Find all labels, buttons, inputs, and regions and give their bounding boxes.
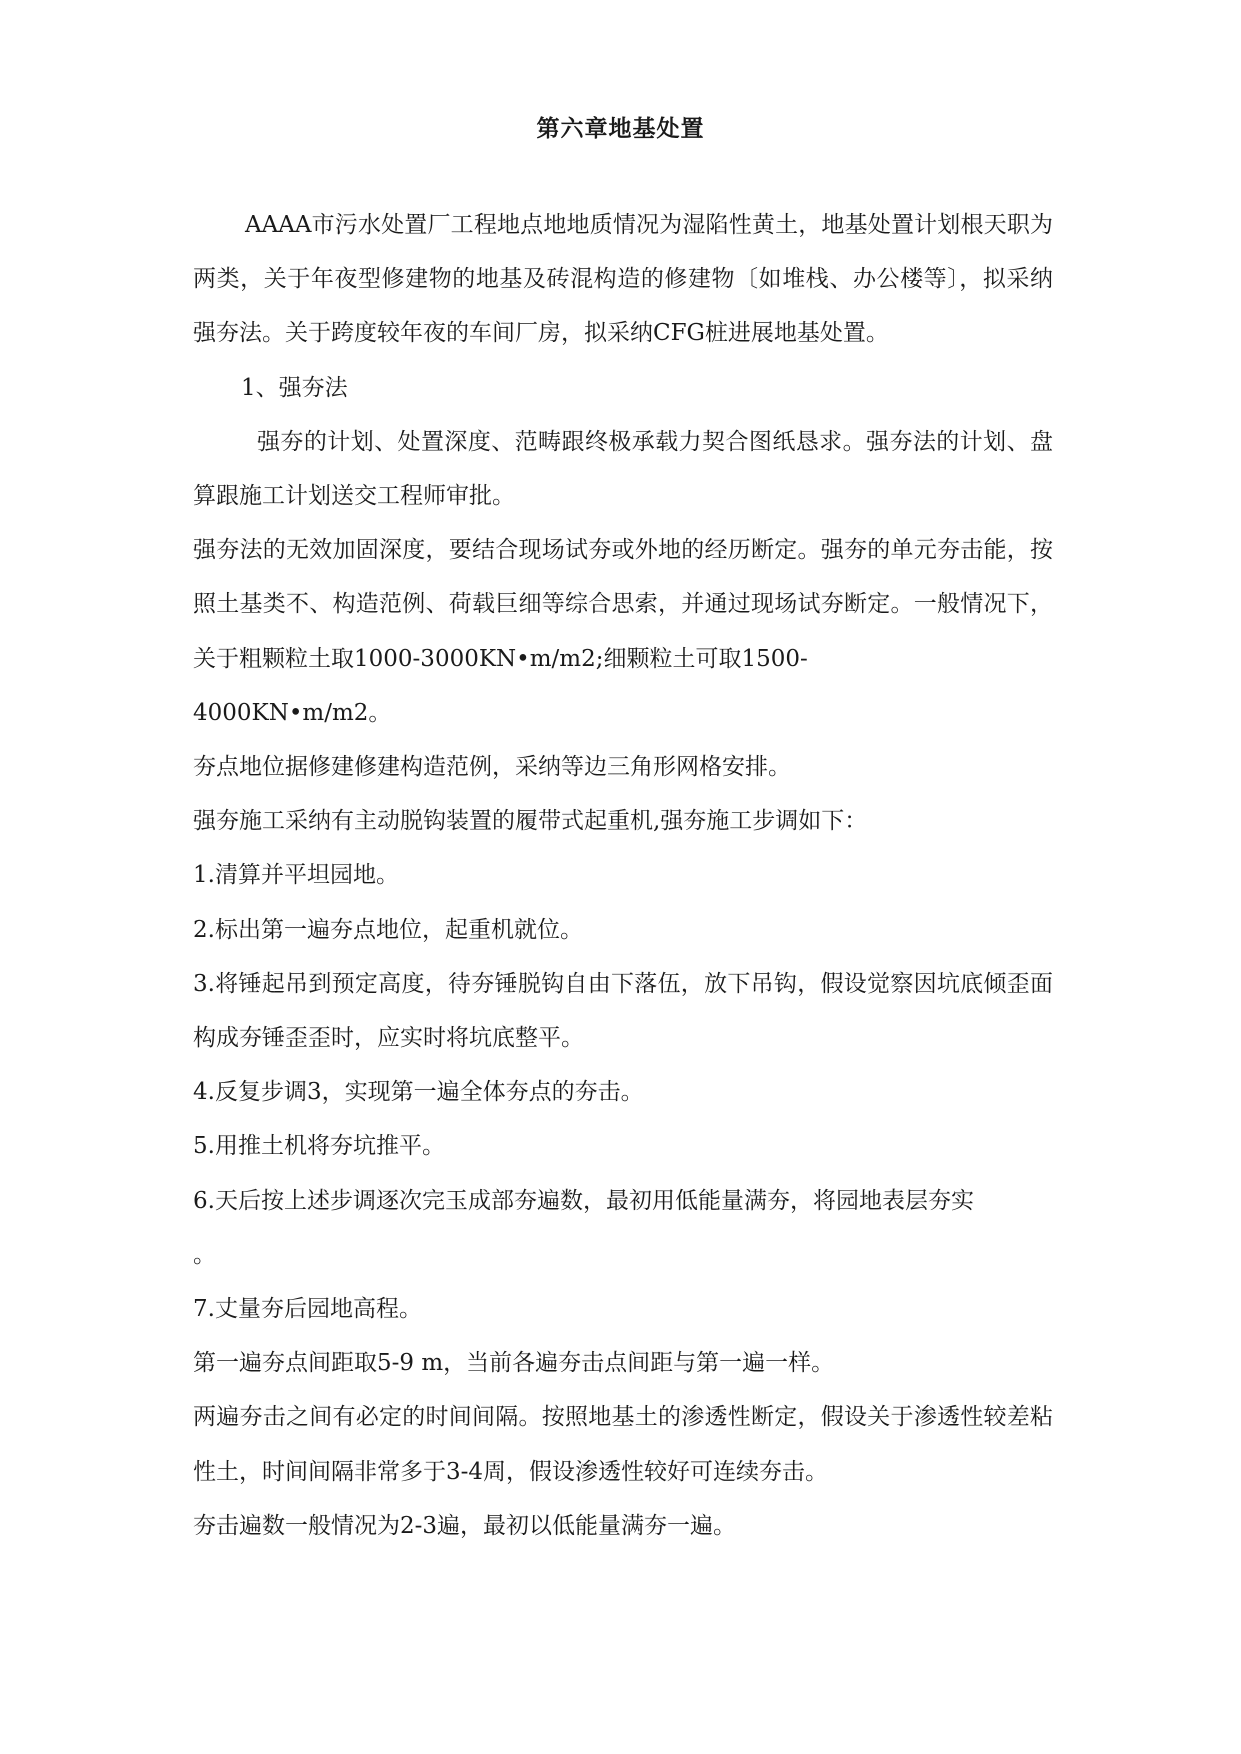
list-item-step-4: 4.反复步调3，实现第一遍全体夯点的夯击。 (193, 1079, 644, 1106)
paragraph-pass-count: 夯击遍数一般情况为2-3遍，最初以低能量满夯一遍。 (193, 1512, 737, 1539)
paragraph-energy-value: 4000KN•m/m2。 (193, 699, 392, 726)
section-heading-dynamic-compaction: 1、强夯法 (241, 374, 348, 401)
list-item-step-2: 2.标出第一遍夯点地位，起重机就位。 (193, 916, 583, 943)
paragraph-intro: AAAA市污水处置厂工程地点地地质情况为湿陷性黄土，地基处置计划根天职为两类，关于年夜型修建物的地基及砖混构造的修建物〔如堆栈、办公楼等〕，拟采纳强夯法。关于跨度较年夜的车间厂房，拟采纳CFG桩进展地基处置。 (193, 212, 1053, 347)
chapter-title: 第六章地基处置 (536, 115, 705, 142)
paragraph-point-spacing: 第一遍夯点间距取5-9 m，当前各遍夯击点间距与第一遍一样。 (193, 1350, 835, 1377)
list-item-step-7: 7.丈量夯后园地高程。 (193, 1296, 422, 1323)
paragraph-point-layout: 夯点地位据修建修建构造范例，采纳等边三角形网格安排。 (193, 754, 791, 781)
paragraph-effective-depth: 强夯法的无效加固深度，要结合现场试夯或外地的经历断定。强夯的单元夯击能，按照土基类不、构造范例、荷载巨细等综合思索，并通过现场试夯断定。一般情况下，关于粗颗粒土取1000-3000KN•m/m2;细颗粒土可取1500- (193, 537, 1053, 672)
list-item-step-6: 6.天后按上述步调逐次完玉成部夯遍数，最初用低能量满夯，将园地表层夯实 (193, 1187, 974, 1214)
list-item-step-5: 5.用推土机将夯坑推平。 (193, 1133, 445, 1160)
paragraph-design-requirements: 强夯的计划、处置深度、范畴跟终极承载力契合图纸恳求。强夯法的计划、盘算跟施工计划送交工程师审批。 (193, 428, 1053, 510)
list-item-step-3: 3.将锤起吊到预定高度，待夯锤脱钩自由下落伍，放下吊钩，假设觉察因坑底倾歪面构成夯锤歪歪时，应实时将坑底整平。 (193, 970, 1053, 1052)
document-body (193, 198, 1053, 1553)
paragraph-time-interval: 两遍夯击之间有必定的时间间隔。按照地基土的渗透性断定，假设关于渗透性较差粘性土，时间间隔非常多于3-4周，假设渗透性较好可连续夯击。 (193, 1404, 1053, 1485)
list-item-step-6-continuation: 。 (193, 1241, 216, 1268)
list-item-step-1: 1.清算并平坦园地。 (193, 862, 399, 889)
paragraph-crane-steps: 强夯施工采纳有主动脱钩装置的履带式起重机,强夯施工步调如下： (193, 808, 868, 835)
